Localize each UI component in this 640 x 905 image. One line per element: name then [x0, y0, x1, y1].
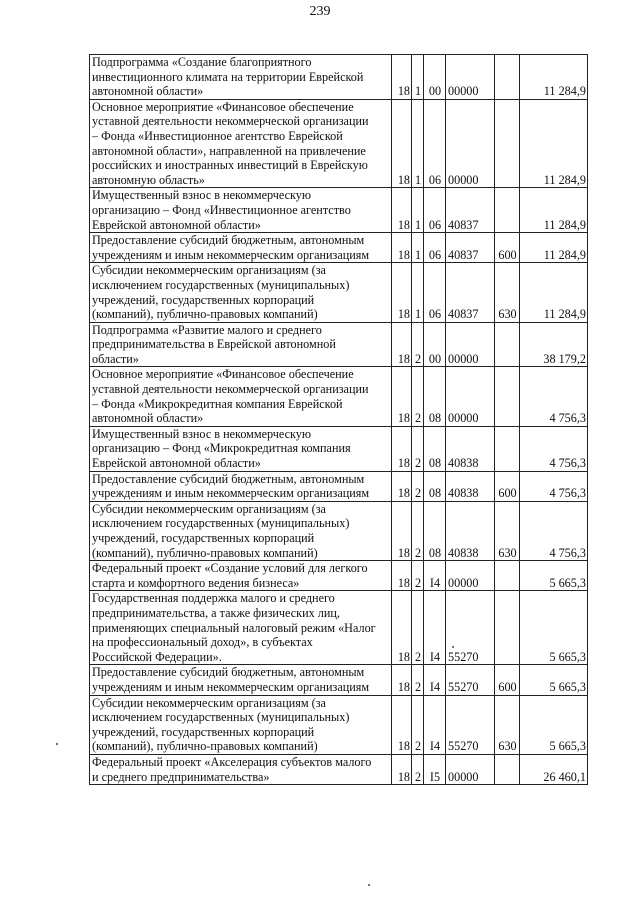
- scan-speck: [452, 646, 454, 648]
- target-article-code: 40837: [446, 233, 495, 263]
- row-name: [90, 263, 392, 322]
- scan-speck: [368, 884, 370, 886]
- amount: 11 284,9: [520, 55, 588, 100]
- row-name-line: учреждениям и иным некоммерческим организациям: [92, 247, 370, 262]
- section-code: 18: [392, 99, 412, 188]
- table-row: [90, 233, 588, 263]
- row-name-line: области»: [92, 351, 139, 366]
- group-code: 06: [424, 188, 446, 233]
- row-name-line: старта и комфортного ведения бизнеса»: [92, 575, 300, 590]
- row-name-line: учреждений, государственных корпораций: [92, 724, 315, 739]
- target-article-code: 40838: [446, 501, 495, 560]
- group-code: I4: [424, 695, 446, 754]
- amount: 4 756,3: [520, 501, 588, 560]
- row-name-line: учреждений, государственных корпораций: [92, 531, 315, 545]
- section-code: 18: [392, 501, 412, 560]
- amount: 5 665,3: [520, 665, 588, 695]
- row-name-line: автономной области»: [92, 411, 204, 426]
- group-code: 08: [424, 367, 446, 426]
- section-code: 18: [392, 471, 412, 501]
- section-code: 18: [392, 561, 412, 591]
- row-name-line: Основное мероприятие «Финансовое обеспечение: [92, 99, 354, 114]
- expense-type-code: [495, 99, 520, 188]
- row-name: [90, 695, 392, 754]
- amount: 11 284,9: [520, 188, 588, 233]
- amount: 38 179,2: [520, 322, 588, 367]
- table-row: [90, 591, 588, 665]
- row-name-line: и среднего предпринимательства»: [92, 769, 270, 784]
- section-code: 18: [392, 55, 412, 100]
- target-article-code: 40837: [446, 188, 495, 233]
- section-code: 18: [392, 367, 412, 426]
- expense-type-code: [495, 367, 520, 426]
- expense-type-code: 600: [495, 665, 520, 695]
- table-row: [90, 754, 588, 784]
- row-name: [90, 322, 392, 367]
- table-row: [90, 665, 588, 695]
- subsection-code: 2: [412, 665, 424, 695]
- scan-speck: [56, 743, 58, 745]
- target-article-code: 40838: [446, 471, 495, 501]
- amount: 4 756,3: [520, 367, 588, 426]
- table-row: [90, 263, 588, 322]
- row-name-line: Предоставление субсидий бюджетным, автономным: [92, 233, 365, 248]
- row-name: [90, 55, 392, 100]
- row-name-line: Предоставление субсидий бюджетным, автономным: [92, 471, 365, 486]
- target-article-code: 40837: [446, 263, 495, 322]
- row-name-line: организацию – Фонд «Инвестиционное агентство: [92, 202, 351, 217]
- subsection-code: 2: [412, 471, 424, 501]
- table-row: [90, 561, 588, 591]
- subsection-code: 2: [412, 426, 424, 471]
- row-name-line: Имущественный взнос в некоммерческую: [92, 426, 311, 441]
- row-name-line: учреждений, государственных корпораций: [92, 292, 315, 307]
- section-code: 18: [392, 188, 412, 233]
- group-code: I4: [424, 561, 446, 591]
- row-name-line: Подпрограмма «Развитие малого и среднего: [92, 322, 322, 337]
- subsection-code: 1: [412, 55, 424, 100]
- expense-type-code: 630: [495, 501, 520, 560]
- row-name-line: – Фонда «Инвестиционное агентство Еврейской: [92, 128, 343, 143]
- amount: 11 284,9: [520, 263, 588, 322]
- expense-type-code: 600: [495, 471, 520, 501]
- expense-type-code: 630: [495, 695, 520, 754]
- row-name: [90, 754, 392, 784]
- amount: 5 665,3: [520, 695, 588, 754]
- expense-type-code: [495, 188, 520, 233]
- target-article-code: 00000: [446, 561, 495, 591]
- table-row: [90, 322, 588, 367]
- subsection-code: 1: [412, 233, 424, 263]
- row-name-line: организацию – Фонд «Микрокредитная компания: [92, 441, 351, 456]
- page-number: 239: [309, 4, 331, 19]
- group-code: 00: [424, 322, 446, 367]
- group-code: 00: [424, 55, 446, 100]
- subsection-code: 2: [412, 322, 424, 367]
- expense-type-code: [495, 561, 520, 591]
- table-row: [90, 426, 588, 471]
- subsection-code: 2: [412, 695, 424, 754]
- target-article-code: 40838: [446, 426, 495, 471]
- expense-type-code: [495, 322, 520, 367]
- row-name: [90, 99, 392, 188]
- amount: 4 756,3: [520, 471, 588, 501]
- target-article-code: 00000: [446, 754, 495, 784]
- target-article-code: 00000: [446, 367, 495, 426]
- target-article-code: 00000: [446, 322, 495, 367]
- row-name-line: исключением государственных (муниципальных): [92, 516, 350, 531]
- row-name: [90, 501, 392, 560]
- table-row: [90, 188, 588, 233]
- group-code: 08: [424, 471, 446, 501]
- row-name-line: уставной деятельности некоммерческой организации: [92, 382, 369, 397]
- amount: 11 284,9: [520, 233, 588, 263]
- subsection-code: 2: [412, 501, 424, 560]
- row-name: [90, 471, 392, 501]
- group-code: 08: [424, 501, 446, 560]
- row-name-line: уставной деятельности некоммерческой организации: [92, 114, 369, 129]
- row-name-line: Еврейской автономной области»: [92, 217, 261, 232]
- row-name-line: Субсидии некоммерческим организациям (за: [92, 263, 326, 278]
- section-code: 18: [392, 233, 412, 263]
- section-code: 18: [392, 665, 412, 695]
- amount: 4 756,3: [520, 426, 588, 471]
- section-code: 18: [392, 263, 412, 322]
- subsection-code: 2: [412, 591, 424, 665]
- row-name-line: инвестиционного климата на территории Еврейской: [92, 69, 364, 84]
- row-name: [90, 367, 392, 426]
- subsection-code: 2: [412, 754, 424, 784]
- row-name-line: автономной области», направленной на привлечение: [92, 143, 366, 158]
- amount: 5 665,3: [520, 591, 588, 665]
- expense-type-code: [495, 55, 520, 100]
- row-name-line: предпринимательства в Еврейской автономной: [92, 337, 336, 352]
- target-article-code: 55270: [446, 665, 495, 695]
- expense-type-code: [495, 754, 520, 784]
- group-code: 08: [424, 426, 446, 471]
- section-code: 18: [392, 591, 412, 665]
- row-name-line: исключением государственных (муниципальных): [92, 277, 350, 292]
- amount: 11 284,9: [520, 99, 588, 188]
- group-code: I5: [424, 754, 446, 784]
- row-name: [90, 233, 392, 263]
- subsection-code: 1: [412, 263, 424, 322]
- subsection-code: 1: [412, 188, 424, 233]
- row-name-line: применяющих специальный налоговый режим «Налог: [92, 620, 376, 635]
- row-name: [90, 426, 392, 471]
- row-name-line: Государственная поддержка малого и среднего: [92, 591, 335, 606]
- row-name: [90, 591, 392, 665]
- section-code: 18: [392, 426, 412, 471]
- table-row: [90, 55, 588, 100]
- row-name-line: – Фонда «Микрокредитная компания Еврейской: [92, 396, 343, 411]
- table-row: [90, 695, 588, 754]
- table-row: [90, 501, 588, 560]
- row-name: [90, 188, 392, 233]
- group-code: 06: [424, 263, 446, 322]
- row-name-line: Еврейской автономной области»: [92, 456, 261, 471]
- amount: 5 665,3: [520, 561, 588, 591]
- group-code: I4: [424, 665, 446, 695]
- subsection-code: 1: [412, 99, 424, 188]
- target-article-code: 00000: [446, 99, 495, 188]
- row-name-line: исключением государственных (муниципальных): [92, 710, 350, 725]
- subsection-code: 2: [412, 561, 424, 591]
- section-code: 18: [392, 695, 412, 754]
- table-row: [90, 367, 588, 426]
- table-body: [90, 55, 588, 785]
- row-name-line: Имущественный взнос в некоммерческую: [92, 188, 311, 203]
- row-name-line: Подпрограмма «Создание благоприятного: [92, 55, 312, 69]
- row-name: [90, 561, 392, 591]
- row-name-line: предпринимательства, а также физических лиц,: [92, 605, 340, 620]
- expense-type-code: [495, 426, 520, 471]
- group-code: 06: [424, 99, 446, 188]
- row-name-line: Основное мероприятие «Финансовое обеспечение: [92, 367, 354, 382]
- section-code: 18: [392, 322, 412, 367]
- section-code: 18: [392, 754, 412, 784]
- row-name-line: Российской Федерации».: [92, 649, 222, 664]
- row-name-line: (компаний), публично-правовых компаний): [92, 545, 318, 560]
- row-name-line: Федеральный проект «Создание условий для легкого: [92, 561, 368, 576]
- row-name-line: автономную область»: [92, 172, 205, 187]
- subsection-code: 2: [412, 367, 424, 426]
- row-name-line: Субсидии некоммерческим организациям (за: [92, 501, 326, 516]
- row-name-line: (компаний), публично-правовых компаний): [92, 739, 318, 754]
- row-name-line: Федеральный проект «Акселерация субъектов малого: [92, 754, 372, 769]
- row-name: [90, 665, 392, 695]
- target-article-code: 55270: [446, 695, 495, 754]
- amount: 26 460,1: [520, 754, 588, 784]
- budget-table: [89, 54, 588, 785]
- row-name-line: Субсидии некоммерческим организациям (за: [92, 695, 326, 710]
- target-article-code: 55270: [446, 591, 495, 665]
- expense-type-code: 630: [495, 263, 520, 322]
- row-name-line: российских и иностранных инвестиций в Еврейскую: [92, 158, 368, 173]
- target-article-code: 00000: [446, 55, 495, 100]
- row-name-line: на профессиональный доход», в субъектах: [92, 635, 313, 650]
- expense-type-code: [495, 591, 520, 665]
- row-name-line: учреждениям и иным некоммерческим организациям: [92, 679, 370, 694]
- row-name-line: (компаний), публично-правовых компаний): [92, 307, 318, 322]
- group-code: I4: [424, 591, 446, 665]
- group-code: 06: [424, 233, 446, 263]
- row-name-line: учреждениям и иным некоммерческим организациям: [92, 486, 370, 501]
- table-row: [90, 471, 588, 501]
- expense-type-code: 600: [495, 233, 520, 263]
- row-name-line: автономной области»: [92, 84, 204, 99]
- table-row: [90, 99, 588, 188]
- row-name-line: Предоставление субсидий бюджетным, автономным: [92, 665, 365, 680]
